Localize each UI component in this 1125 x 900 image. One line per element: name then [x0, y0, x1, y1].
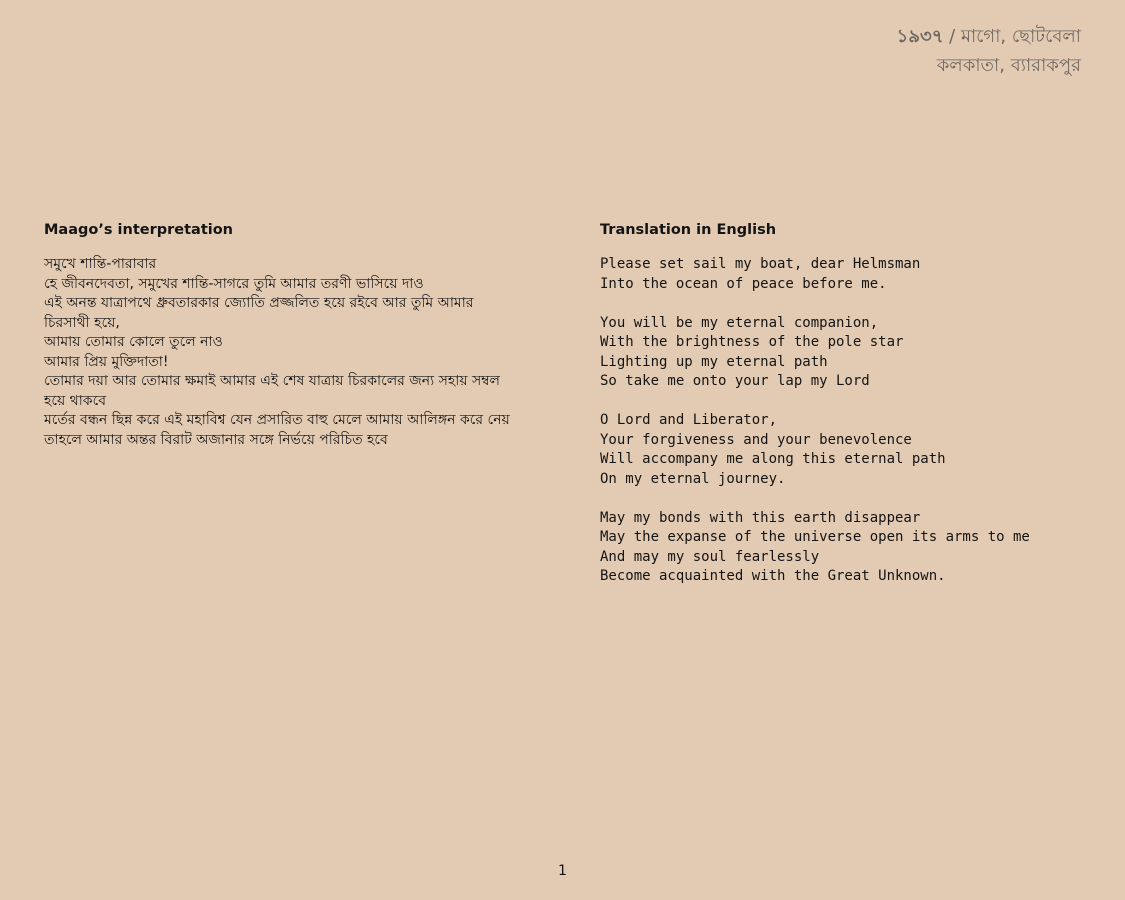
translation-line: Become acquainted with the Great Unknown. [600, 568, 946, 584]
stanza [600, 411, 1080, 489]
poem-line: হে জীবনদেবতা, সমুখের শান্তি-সাগরে তুমি আমার তরণী ভাসিয়ে দাও [44, 275, 424, 292]
header-location: কলকাতা, ব্যারাকপুর [936, 55, 1081, 76]
translation-line: And may my soul fearlessly [600, 548, 820, 565]
translation-line: O Lord and Liberator, [600, 412, 778, 428]
poem-line: মর্তের বন্ধন ছিন্ন করে এই মহাবিশ্ব যেন প্রসারিত বাহু মেলে আমায় আলিঙ্গন করে নেয় [44, 412, 510, 428]
header-subtitle: মাগো, ছোটবেলা [960, 26, 1081, 47]
translation-line: With the brightness of the pole star [600, 334, 904, 350]
page-number: 1 [558, 863, 567, 879]
translation-line: Will accompany me along this eternal path [600, 451, 946, 467]
translation-line: So take me onto your lap my Lord [600, 373, 870, 389]
translation-line: Please set sail my boat, dear Helmsman [600, 256, 921, 272]
translation-line: May the expanse of the universe open its arms to me [600, 529, 1030, 545]
translation-line: On my eternal journey. [600, 470, 786, 487]
translation-line: May my bonds with this earth disappear [600, 509, 921, 526]
header-year: ১৯৩৭ [896, 26, 944, 47]
poem-line: তোমার দয়া আর তোমার ক্ষমাই আমার এই শেষ যাত্রায় চিরকালের জন্য সহায় সম্বল হয়ে থাকবে [44, 373, 500, 409]
stanza [600, 255, 1080, 294]
translation-column [600, 220, 1080, 606]
translation-line: Lighting up my eternal path [600, 353, 828, 370]
bengali-poem [44, 255, 519, 450]
translation-line: You will be my eternal companion, [600, 314, 879, 331]
interpretation-column [44, 220, 519, 450]
translation-line: Into the ocean of peace before me. [600, 275, 887, 292]
interpretation-title: Maago’s interpretation [44, 222, 234, 238]
header-line-1 [897, 22, 1081, 51]
poem-line: এই অনন্ত যাত্রাপথে ধ্রুবতারকার জ্যোতি প্রজ্জলিত হয়ে রইবে আর তুমি আমার চিরসাথী হয়ে, [44, 295, 474, 331]
stanza [600, 509, 1080, 587]
page-header [897, 22, 1081, 80]
translation-line: Your forgiveness and your benevolence [600, 431, 912, 448]
poem-line: তাহলে আমার অন্তর বিরাট অজানার সঙ্গে নির্ভয়ে পরিচিত হবে [44, 431, 388, 448]
header-separator: / [943, 26, 961, 47]
poem-line: সমুখে শান্তি-পারাবার [44, 256, 157, 272]
stanza [600, 314, 1080, 392]
poem-line: আমার প্রিয় মুক্তিদাতা! [44, 353, 169, 370]
poem-line: আমায় তোমার কোলে তুলে নাও [44, 334, 223, 350]
translation-title: Translation in English [600, 222, 777, 238]
